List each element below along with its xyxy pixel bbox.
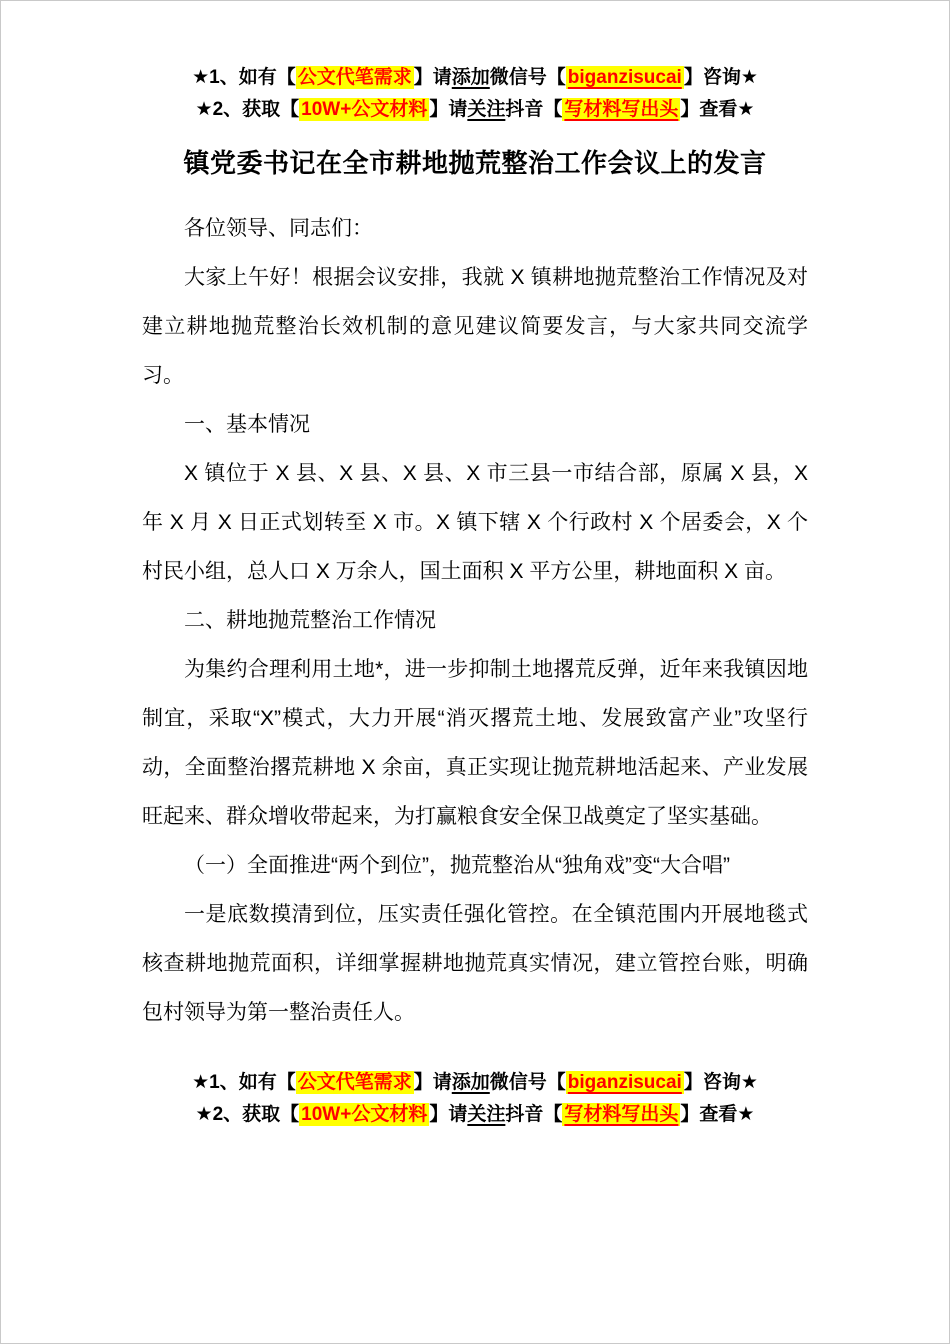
heading-section-2: 二、耕地抛荒整治工作情况 <box>184 609 436 632</box>
banner-text: 】请 <box>413 1072 452 1093</box>
paragraph-salutation: 各位领导、同志们： <box>184 217 373 240</box>
banner-text: 】咨询★ <box>683 67 758 88</box>
highlighted-keyword-materials: 10W+公文材料 <box>301 99 428 120</box>
highlighted-wechat-id: biganzisucai <box>567 1072 682 1093</box>
highlighted-keyword-writing-service: 公文代笔需求 <box>297 1072 412 1093</box>
highlighted-douyin-handle: 写材料写出头 <box>564 1104 679 1125</box>
underlined-keyword-follow: 关注 <box>467 1104 506 1125</box>
document-body <box>142 204 808 1037</box>
underlined-keyword-follow: 关注 <box>467 99 506 120</box>
paragraph-measure-1: 一是底数摸清到位，压实责任强化管控。在全镇范围内开展地毯式核查耕地抛荒面积，详细掌握耕地抛荒真实情况，建立管控台账，明确包村领导为第一整治责任人。 <box>142 903 808 1024</box>
footer-banner <box>1 1067 949 1131</box>
banner-text: 微信号【 <box>489 67 566 88</box>
header-banner <box>1 62 949 126</box>
banner-text: 】请 <box>429 1104 468 1125</box>
banner-text: 抖音【 <box>505 99 563 120</box>
underlined-keyword-add: 添加 <box>451 1072 490 1093</box>
highlighted-douyin-handle: 写材料写出头 <box>564 99 679 120</box>
heading-subsection-1: （一）全面推进“两个到位”，抛荒整治从“独角戏”变“大合唱” <box>184 854 730 877</box>
paragraph-work-overview: 为集约合理利用土地*，进一步抑制土地撂荒反弹，近年来我镇因地制宜，采取“X”模式，大力开展“消灭撂荒土地、发展致富产业”攻坚行动，全面整治撂荒耕地 X 余亩，真正实现让抛荒耕地活起来、产业发展旺起来、群众增收带起来，为打赢粮食安全保卫战奠定了坚实基础。 <box>142 658 808 828</box>
banner-text: ★1、如有【 <box>192 1072 296 1093</box>
banner-text: 抖音【 <box>505 1104 563 1125</box>
banner-text: ★2、获取【 <box>195 99 300 120</box>
footer-banner-line-1 <box>1 1067 949 1099</box>
document-title: 镇党委书记在全市耕地抛荒整治工作会议上的发言 <box>183 148 767 178</box>
highlighted-keyword-writing-service: 公文代笔需求 <box>297 67 412 88</box>
header-banner-line-1 <box>1 62 949 94</box>
paragraph-opening: 大家上午好！根据会议安排，我就 X 镇耕地抛荒整治工作情况及对建立耕地抛荒整治长效机制的意见建议简要发言，与大家共同交流学习。 <box>142 266 808 387</box>
header-banner-line-2 <box>1 94 949 126</box>
banner-text: 】请 <box>429 99 468 120</box>
banner-text: 】查看★ <box>680 1104 755 1125</box>
underlined-keyword-add: 添加 <box>451 67 490 88</box>
banner-text: 微信号【 <box>489 1072 566 1093</box>
highlighted-keyword-materials: 10W+公文材料 <box>301 1104 428 1125</box>
banner-text: 】查看★ <box>680 99 755 120</box>
banner-text: ★2、获取【 <box>195 1104 300 1125</box>
banner-text: ★1、如有【 <box>192 67 296 88</box>
banner-text: 】请 <box>413 67 452 88</box>
banner-text: 】咨询★ <box>683 1072 758 1093</box>
footer-banner-line-2 <box>1 1099 949 1131</box>
highlighted-wechat-id: biganzisucai <box>567 67 682 88</box>
heading-section-1: 一、基本情况 <box>184 413 310 436</box>
paragraph-basic-info: X 镇位于 X 县、X 县、X 县、X 市三县一市结合部，原属 X 县，X 年 X 月 X 日正式划转至 X 市。X 镇下辖 X 个行政村 X 个居委会，X 个村民小组，总人口 X 万余人，国土面积 X 平方公里，耕地面积 X 亩。 <box>142 462 808 583</box>
